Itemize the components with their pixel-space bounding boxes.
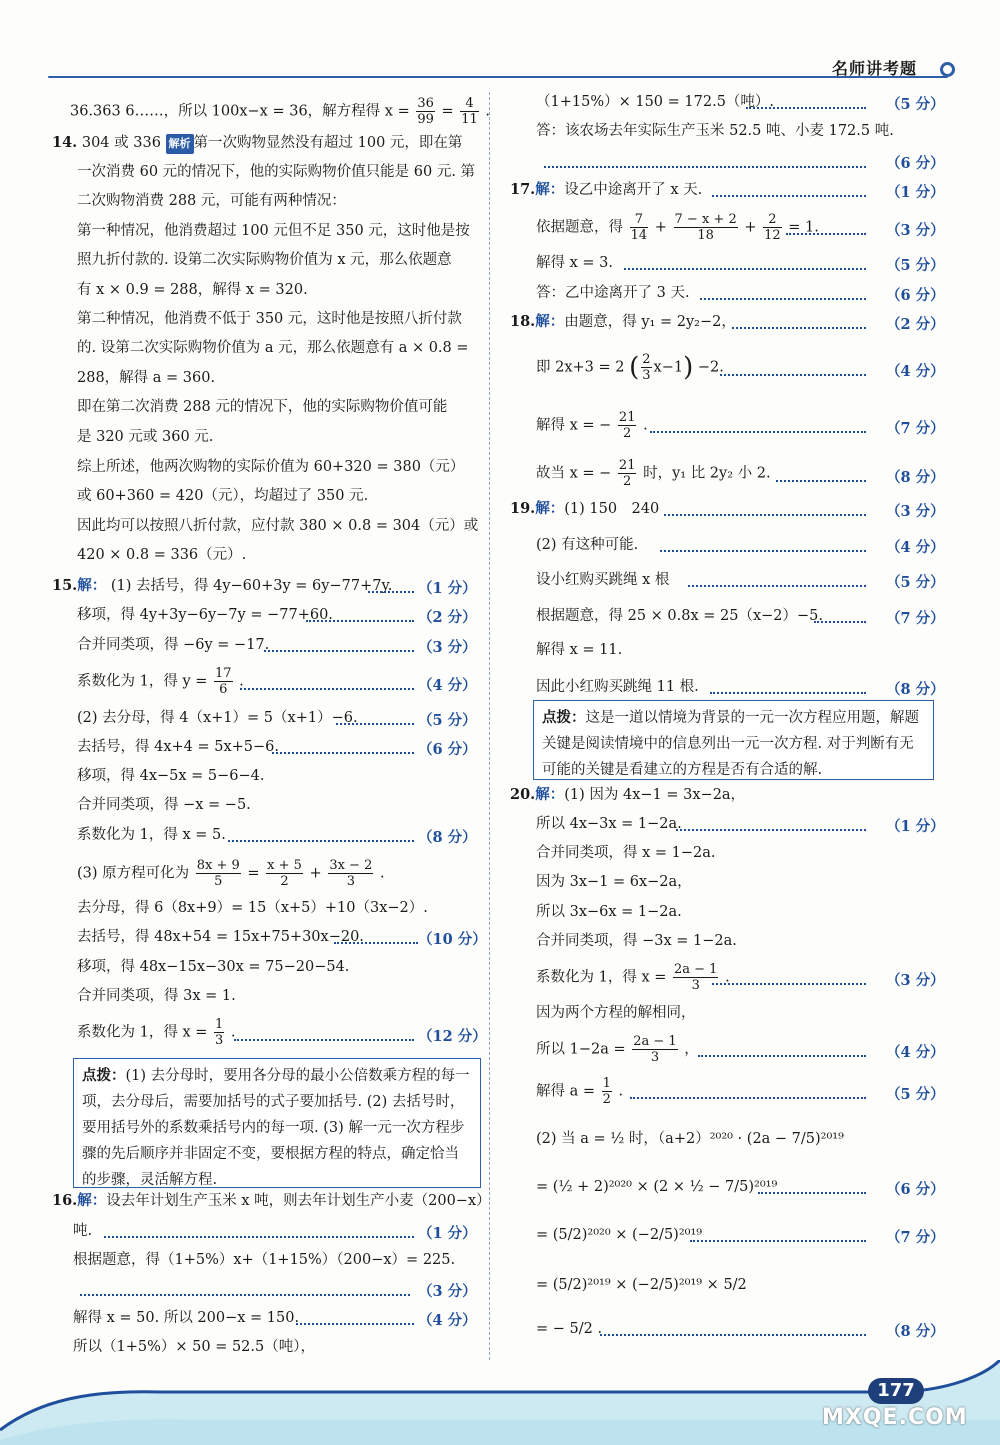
score-badge: （1 分） (886, 818, 945, 835)
tip-box (533, 700, 934, 780)
text-line: 即在第二次消费 288 元的情况下，他的实际购物价值可能 (77, 399, 448, 415)
text-line: = (5/2)²⁰¹⁹ × (−2/5)²⁰¹⁹ × 5/2 (536, 1277, 747, 1293)
text-line: 是 320 元或 360 元. (77, 429, 214, 445)
dotted-leader (630, 1097, 866, 1099)
dotted-leader (786, 233, 866, 235)
text-line: 因为 3x−1 = 6x−2a， (536, 874, 692, 890)
text-line: 所以 4x−3x = 1−2a. (536, 816, 682, 832)
score-badge: （7 分） (886, 1229, 945, 1246)
dotted-leader (650, 431, 866, 433)
text-line: 去分母，得 6（8x+9）= 15（x+5）+10（3x−2）. (77, 900, 428, 916)
score-badge: （3 分） (886, 222, 945, 239)
text-line: 所以 1−2a = $\frac{2a - 1}{3}$ ， (536, 1034, 699, 1065)
text-line: 设小红购买跳绳 x 根 (536, 572, 670, 588)
dotted-leader (690, 1240, 866, 1242)
score-badge: （3 分） (886, 503, 945, 520)
text-line: 系数化为 1，得 y = $\frac{17}{6}$ . (77, 666, 244, 697)
dotted-leader (544, 166, 866, 168)
score-badge: （2 分） (418, 609, 477, 626)
score-badge: （4 分） (886, 363, 945, 380)
dotted-leader (272, 752, 414, 754)
dotted-leader (306, 620, 414, 622)
text-line: 合并同类项，得 −x = −5. (77, 797, 251, 813)
text-line: 或 60+360 = 420（元），均超过了 350 元. (77, 488, 369, 504)
text-line: 因为两个方程的解相同， (536, 1005, 696, 1021)
text-line: 故当 x = − $\frac{21}{2}$ 时，y₁ 比 2y₂ 小 2. (536, 458, 771, 489)
dotted-leader (746, 107, 866, 109)
q20-line-1: 20.解：(1) 因为 4x−1 = 3x−2a， (510, 786, 746, 803)
dotted-leader (334, 942, 418, 944)
analysis-badge: 解析 (166, 134, 194, 154)
watermark: MXQE.COM (822, 1405, 968, 1430)
text-line: 即 2x+3 = 2 ( $\frac{2}{3}$ x−1) −2. (536, 352, 724, 383)
text-line: 有 x × 0.9 = 288，解得 x = 320. (77, 282, 308, 298)
score-badge: （5 分） (886, 257, 945, 274)
dotted-leader (234, 1039, 414, 1041)
score-badge: （10 分） (418, 931, 487, 948)
text-line: 解得 x = 50. 所以 200−x = 150. (73, 1310, 300, 1326)
score-badge: （8 分） (886, 681, 945, 698)
dotted-leader (710, 692, 866, 694)
score-badge: （3 分） (886, 972, 945, 989)
score-badge: （1 分） (886, 184, 945, 201)
text-line: 吨. (73, 1223, 93, 1239)
score-badge: （8 分） (886, 1323, 945, 1340)
text-line: 依据题意，得 $\frac{7}{14}$ + $\frac{7 - x + 2}{18}$ + $\frac{2}{12}$ = 1. (536, 212, 819, 243)
score-badge: （5 分） (418, 712, 477, 729)
text-line: 因此均可以按照八折付款，应付款 380 × 0.8 = 304（元）或 (77, 518, 479, 534)
dotted-leader (600, 1334, 866, 1336)
fraction: $\frac{36}{99}$ (417, 96, 434, 127)
text-line: 系数化为 1，得 x = $\frac{1}{3}$ . (77, 1017, 236, 1048)
header-rule (48, 76, 948, 78)
q19-line-1: 19.解：(1) 150 240 (510, 500, 660, 517)
footer-wave (0, 1360, 1000, 1445)
score-badge: （8 分） (886, 469, 945, 486)
text-line: 照九折付款的. 设第二次实际购物价值为 x 元，那么依题意 (77, 252, 452, 268)
score-badge: （7 分） (886, 610, 945, 627)
score-badge: （6 分） (418, 741, 477, 758)
dotted-leader (624, 268, 866, 270)
score-badge: （3 分） (418, 1283, 477, 1300)
tip-label: 点拨： (542, 709, 586, 726)
score-badge: （12 分） (418, 1028, 487, 1045)
text-line: 移项，得 4x−5x = 5−6−4. (77, 768, 265, 784)
score-badge: （1 分） (418, 580, 477, 597)
text-line: (3) 原方程可化为 $\frac{8x + 9}{5}$ = $\frac{x + 5}{2}$ + $\frac{3x - 2}{3}$ . (77, 858, 385, 889)
score-badge: （2 分） (886, 316, 945, 333)
page-number: 177 (868, 1378, 924, 1404)
text-line: 解得 a = $\frac{1}{2}$ . (536, 1076, 624, 1107)
score-badge: （8 分） (418, 829, 477, 846)
q13-tail: 36.363 6……，所以 100x−x = 36，解方程得 x = $\frac{36}{99}$ = $\frac{4}{11}$ . (70, 96, 491, 127)
circle-icon (940, 62, 955, 77)
dotted-leader (758, 1192, 866, 1194)
text-line: 移项，得 4y+3y−6y−7y = −77+60. (77, 607, 333, 623)
tip-box (73, 1058, 481, 1188)
score-badge: （1 分） (418, 1225, 477, 1242)
q18-line-1: 18.解：由题意，得 y₁ = 2y₂−2， (510, 313, 736, 330)
dotted-leader (228, 840, 414, 842)
score-badge: （7 分） (886, 420, 945, 437)
text-line: 合并同类项，得 3x = 1. (77, 988, 236, 1004)
dotted-leader (814, 621, 866, 623)
dotted-leader (712, 983, 866, 985)
text-line: 第二种情况，他消费不低于 350 元，这时他是按照八折付款 (77, 311, 462, 327)
text-line: 根据题意，得 25 × 0.8x = 25（x−2）−5. (536, 608, 824, 624)
tip-label: 点拨： (82, 1067, 126, 1084)
dotted-leader (664, 514, 866, 516)
score-badge: （4 分） (886, 1044, 945, 1061)
text-line: 系数化为 1，得 x = $\frac{2a - 1}{3}$ . (536, 962, 730, 993)
text-line: = (5/2)²⁰²⁰ × (−2/5)²⁰¹⁹ (536, 1227, 703, 1243)
column-divider (489, 92, 490, 1360)
text-line: 的. 设第二次实际购物价值为 a 元，那么依题意有 a × 0.8 = (77, 340, 469, 356)
dotted-leader (676, 829, 866, 831)
dotted-leader (336, 723, 414, 725)
text-line: 420 × 0.8 = 336（元）. (77, 547, 247, 563)
dotted-leader (712, 195, 866, 197)
text-line: 去括号，得 4x+4 = 5x+5−6. (77, 739, 280, 755)
dotted-leader (264, 650, 414, 652)
text-line: (2) 当 a = ½ 时，（a+2）²⁰²⁰ · (2a − 7/5)²⁰¹⁹ (536, 1131, 844, 1147)
text-line: 二次购物消费 288 元，可能有两种情况： (77, 193, 346, 209)
text-line: 答：该农场去年实际生产玉米 52.5 吨、小麦 172.5 吨. (536, 123, 894, 139)
text-line: = (½ + 2)²⁰²⁰ × (2 × ½ − 7/5)²⁰¹⁹ (536, 1179, 778, 1195)
text-line: 288，解得 a = 360. (77, 370, 216, 386)
text-line: 系数化为 1，得 x = 5. (77, 827, 226, 843)
dotted-leader (688, 585, 866, 587)
score-badge: （5 分） (886, 96, 945, 113)
text-line: 解得 x = − $\frac{21}{2}$ . (536, 410, 648, 441)
q14-first-line: 14. 304 或 336 解析 第一次购物显然没有超过 100 元，即在第 (52, 134, 462, 154)
score-badge: （5 分） (886, 574, 945, 591)
q15-line-1: 15.解： (1) 去括号，得 4y−60+3y = 6y−77+7y. (52, 577, 393, 594)
text-line: 答：乙中途离开了 3 天. (536, 285, 690, 301)
dotted-leader (368, 591, 414, 593)
score-badge: （5 分） (886, 1086, 945, 1103)
text-line: (2) 有这种可能. (536, 537, 639, 553)
dotted-leader (720, 374, 866, 376)
score-badge: （4 分） (886, 539, 945, 556)
score-badge: （6 分） (886, 1181, 945, 1198)
dotted-leader (104, 1236, 414, 1238)
text-line: 第一种情况，他消费超过 100 元但不足 350 元，这时他是按 (77, 223, 470, 239)
text-line: = − 5/2 . (536, 1321, 603, 1337)
text-line: 去括号，得 48x+54 = 15x+75+30x−20. (77, 929, 364, 945)
answer: 304 或 336 (81, 135, 161, 151)
text-line: 解得 x = 3. (536, 255, 613, 271)
text-line: 合并同类项，得 −3x = 1−2a. (536, 933, 737, 949)
score-badge: （3 分） (418, 639, 477, 656)
tip-text: (1) 去分母时，要用各分母的最小公倍数乘方程的每一项，去分母后，需要加括号的式子要加括号. (2) 去括号时，要用括号外的系数乘括号内的每一项. (3) 解一元一次方程步骤的先后顺序并非固定不变，要根据方程的特点，确定恰当的步骤，灵活解方程. (82, 1068, 470, 1188)
dotted-leader (296, 1323, 414, 1325)
dotted-leader (80, 1294, 410, 1296)
dotted-leader (698, 1055, 866, 1057)
text-line: 所以 3x−6x = 1−2a. (536, 904, 682, 920)
text-line: 因此小红购买跳绳 11 根. (536, 679, 699, 695)
dotted-leader (776, 480, 866, 482)
dotted-leader (700, 298, 866, 300)
dotted-leader (660, 550, 866, 552)
text-line: 合并同类项，得 −6y = −17. (77, 637, 270, 653)
text-line: （1+15%）× 150 = 172.5（吨）. (536, 94, 775, 110)
text-line: (2) 去分母，得 4（x+1）= 5（x+1）−6. (77, 710, 358, 726)
text-line: 合并同类项，得 x = 1−2a. (536, 845, 716, 861)
dotted-leader (732, 327, 866, 329)
score-badge: （6 分） (886, 155, 945, 172)
q17-line-1: 17.解：设乙中途离开了 x 天. (510, 181, 703, 198)
q16-line-1: 16.解：设去年计划生产玉米 x 吨，则去年计划生产小麦（200−x） (52, 1192, 491, 1209)
text-line: 所以（1+5%）× 50 = 52.5（吨）， (73, 1339, 315, 1355)
header-title: 名师讲考题 (832, 59, 918, 78)
tip-text: 这是一道以情境为背景的一元一次方程应用题，解题关键是阅读情境中的信息列出一元一次方程. 对于判断有无可能的关键是看建立的方程是否有合适的解. (542, 710, 919, 778)
text-line: 一次消费 60 元的情况下，他的实际购物价值只能是 60 元. 第 (77, 164, 476, 180)
score-badge: （6 分） (886, 287, 945, 304)
question-number: 14. (52, 134, 78, 151)
text-line: 解得 x = 11. (536, 642, 623, 658)
dotted-leader (240, 688, 414, 690)
text-line: 根据题意，得（1+5%）x+（1+15%）（200−x）= 225. (73, 1252, 456, 1268)
text-line: 移项，得 48x−15x−30x = 75−20−54. (77, 959, 350, 975)
text: 36.363 6……，所以 100x−x = 36，解方程得 x = (70, 103, 410, 120)
fraction: $\frac{4}{11}$ (461, 96, 478, 127)
score-badge: （4 分） (418, 1312, 477, 1329)
score-badge: （4 分） (418, 677, 477, 694)
text-line: 综上所述，他两次购物的实际价值为 60+320 = 380（元） (77, 459, 465, 475)
